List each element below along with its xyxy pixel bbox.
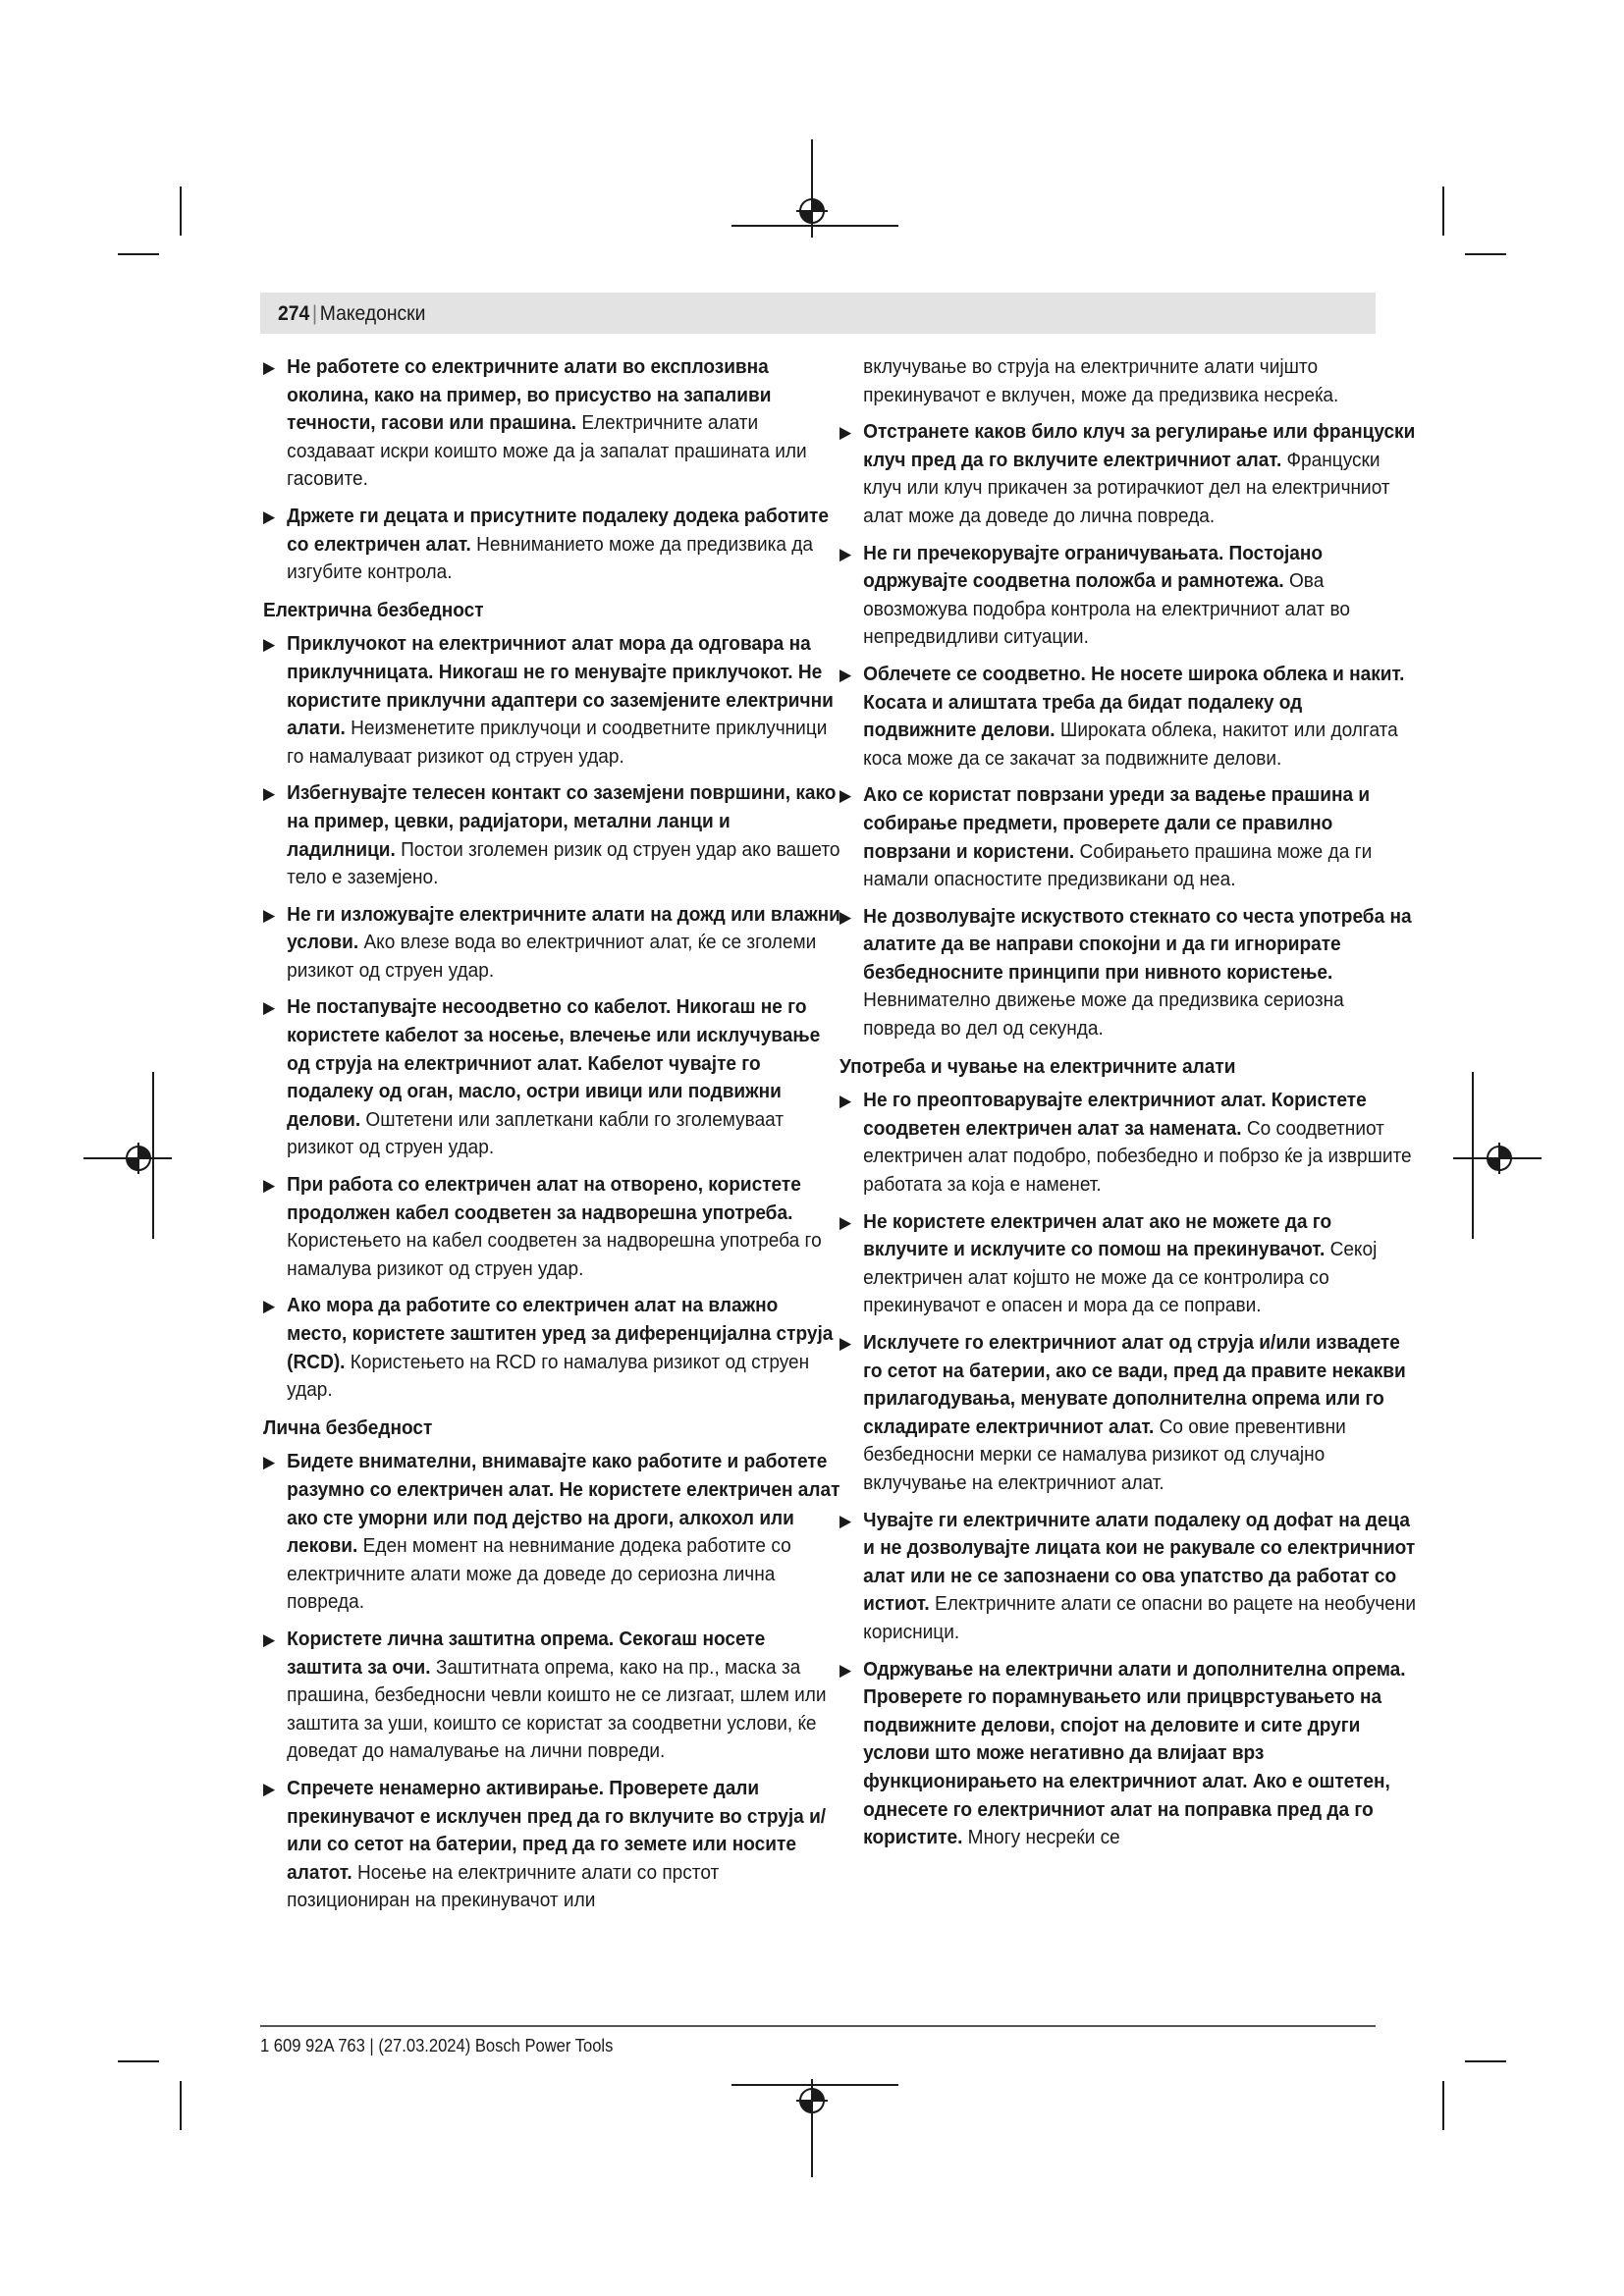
safety-instruction-item xyxy=(839,1087,1419,1199)
safety-instruction-item xyxy=(263,630,842,771)
instruction-text: Многу несреќи се xyxy=(962,1826,1120,1849)
instruction-text: Електричните алати создаваат искри коишто може да ја запалат прашината или гасовите. xyxy=(287,411,807,491)
safety-instruction-item xyxy=(263,1292,842,1404)
bullet-arrow-icon: ▶ xyxy=(263,1453,276,1472)
instruction-text: Користењето на RCD го намалува ризикот од струен удар. xyxy=(287,1350,810,1402)
instruction-text: Оштетени или заплеткани кабли го зголемуваат ризикот од струен удар. xyxy=(287,1107,785,1159)
bullet-arrow-icon: ▶ xyxy=(839,665,852,684)
instruction-bold: Чувајте ги електричните алати подалеку од дофат на деца и не дозволувајте лицата кои не ракувале со електричниот алат или не се запознаени со ова упатство да работат со истиот. xyxy=(863,1508,1416,1616)
bullet-arrow-icon: ▶ xyxy=(263,1779,276,1798)
crop-mark-bottom-left-h xyxy=(118,2060,159,2062)
crop-mark-top-left-v xyxy=(180,187,182,236)
safety-instruction-item xyxy=(839,1656,1419,1852)
safety-instruction-item xyxy=(263,901,842,986)
bullet-arrow-icon: ▶ xyxy=(263,1297,276,1316)
registration-target-icon xyxy=(796,195,828,227)
instruction-text: Со овие превентивни безбедносни мерки се намалува ризикот од случајно вклучување на електричниот алат. xyxy=(863,1415,1346,1494)
bullet-arrow-icon: ▶ xyxy=(263,905,276,925)
crop-mark-top-right-v xyxy=(1442,187,1444,236)
instruction-bold: Бидете внимателни, внимавајте како работите и работете разумно со електричен алат. Не користете електричен алат ако сте уморни или под дејство на дроги, алкохол или лекови. xyxy=(287,1450,840,1558)
safety-instruction-item xyxy=(263,1775,842,1915)
instruction-bold: Приклучокот на електричниот алат мора да одговара на приклучницата. Никогаш не го менувајте приклучокот. Не користите приклучни адаптери со заземјените електрични алати. xyxy=(287,632,834,740)
instruction-text: Електричните алати се опасни во рацете на необучени корисници. xyxy=(863,1592,1417,1643)
instruction-bold: При работа со електричен алат на отворено, користете продолжен кабел соодветен за надворешна употреба. xyxy=(287,1173,801,1224)
instruction-text: Секој електричен алат којшто не може да се контролира со прекинувачот е опасен и мора да се поправи. xyxy=(863,1238,1378,1317)
instruction-text: Еден момент на невнимание додека работите со електричните алати може да доведе до сериозна лична повреда. xyxy=(287,1534,791,1614)
page-number: 274 xyxy=(278,302,310,325)
instruction-bold: Спречете ненамерно активирање. Проверете дали прекинувачот е исклучен пред да го вклучите во струја и/или со сетот на батерии, пред да го земете или носите алатот. xyxy=(287,1776,827,1884)
bullet-arrow-icon: ▶ xyxy=(263,1176,276,1196)
instruction-text: Невниманието може да предизвика да изгубите контрола. xyxy=(287,532,814,584)
instruction-bold: Не работете со електричните алати во експлозивна околина, како на пример, во присуство на запаливи течности, гасови или прашина. xyxy=(287,355,772,435)
reg-line-right-v xyxy=(1472,1072,1474,1239)
bullet-arrow-icon: ▶ xyxy=(839,423,852,443)
bullet-arrow-icon: ▶ xyxy=(839,1212,852,1232)
instruction-text: Со соодветниот електричен алат подобро, побезбедно и побрзо ќе ја извршите работата за која е наменет. xyxy=(863,1116,1412,1197)
instruction-text: Широката облека, накитот или долгата коса може да се закачат за подвижните делови. xyxy=(863,719,1398,770)
crop-mark-bottom-right-v xyxy=(1442,2081,1444,2130)
instruction-bold: Ако мора да работите со електричен алат на влажно место, користете заштитен уред за диференцијална струја (RCD). xyxy=(287,1294,834,1373)
instruction-bold: Користете лична заштитна опрема. Секогаш носете заштита за очи. xyxy=(287,1627,766,1679)
bullet-arrow-icon: ▶ xyxy=(263,998,276,1018)
instruction-bold: Не ги пречекорувајте ограничувањата. Постојано одржувајте соодветна положба и рамнотежа. xyxy=(863,541,1324,593)
instruction-text: Носење на електричните алати со прстот позициониран на прекинувачот или xyxy=(287,1860,720,1912)
safety-instruction-item xyxy=(263,503,842,587)
instruction-bold: Избегнувајте телесен контакт со заземјени површини, како на пример, цевки, радијатори, метални ланци и ладилници. xyxy=(287,781,837,861)
safety-instruction-item xyxy=(263,1171,842,1283)
safety-instruction-item xyxy=(839,1507,1419,1647)
instruction-text: Ова овозможува подобра контрола на електричниот алат во непредвидливи ситуации. xyxy=(863,569,1350,649)
safety-instruction-item xyxy=(263,1626,842,1766)
instruction-text: Собирањето прашина може да ги намали опасностите предизвикани од неа. xyxy=(863,839,1373,891)
instruction-bold: Исклучете го електричниот алат од струја и/или извадете го сетот на батерии, ако се вади, пред да правите некакви прилагодувања, менувате дополнителна опрема или го складирате електричниот алат. xyxy=(863,1331,1406,1438)
safety-instruction-item xyxy=(839,1329,1419,1498)
instruction-text: Француски клуч или клуч прикачен за ротирачкиот дел на електричниот алат може да доведе до лична повреда. xyxy=(863,448,1390,527)
bullet-arrow-icon: ▶ xyxy=(839,1092,852,1111)
page-header xyxy=(278,300,425,328)
bullet-arrow-icon: ▶ xyxy=(839,786,852,806)
bullet-arrow-icon: ▶ xyxy=(839,1660,852,1680)
safety-instruction-item xyxy=(839,661,1419,773)
instruction-bold: Не ги изложувајте електричните алати на дожд или влажни услови. xyxy=(287,902,840,954)
right-column xyxy=(839,353,1419,1861)
footer-text: 1 609 92A 763 | (27.03.2024) Bosch Power Tools xyxy=(260,2036,614,2056)
bullet-arrow-icon: ▶ xyxy=(839,1511,852,1530)
footer-rule xyxy=(260,2025,1376,2027)
bullet-arrow-icon: ▶ xyxy=(839,1334,852,1353)
crop-mark-bottom-left-v xyxy=(180,2081,182,2130)
instruction-bold: Не користете електричен алат ако не можете да го вклучите и исклучите со помош на прекинувачот. xyxy=(863,1209,1332,1261)
header-separator: | xyxy=(312,302,318,325)
instruction-bold: Одржување на електрични алати и дополнителна опрема. Проверете го порамнувањето или прицврстувањето на подвижните делови, спојот на деловите и сите други услови што може негативно да влијаат врз функционирањето на електричниот алат. Ако е оштетен, однесете го електричниот алат на поправка пред да го користите. xyxy=(863,1657,1406,1849)
instruction-bold: Не го преоптоварувајте електричниот алат. Користете соодветен електричен алат за намената. xyxy=(863,1089,1367,1140)
bullet-arrow-icon: ▶ xyxy=(263,507,276,526)
instruction-bold: Не дозволувајте искуството стекнато со честа употреба на алатите да ве направи спокојни и да ги игнорирате безбедносните принципи при нивното користење. xyxy=(863,904,1412,984)
instruction-text: Користењето на кабел соодветен за надворешна употреба го намалува ризикот од струен удар. xyxy=(287,1229,822,1280)
safety-instruction-item xyxy=(839,781,1419,893)
safety-instruction-item xyxy=(263,779,842,891)
section-heading: Употреба и чување на електричните алати xyxy=(839,1054,1236,1078)
safety-instruction-item xyxy=(263,993,842,1162)
continued-paragraph: вклучување во струја на електричните алати чијшто прекинувачот е вклучен, може да предизвика несреќа. xyxy=(863,355,1339,406)
bullet-arrow-icon: ▶ xyxy=(263,635,276,655)
crop-mark-top-right-h xyxy=(1465,253,1506,255)
crop-mark-bottom-right-h xyxy=(1465,2060,1506,2062)
page-header-bar xyxy=(260,293,1376,334)
registration-target-icon xyxy=(123,1143,154,1174)
registration-target-icon xyxy=(1484,1143,1515,1174)
safety-instruction-item xyxy=(839,540,1419,652)
instruction-bold: Облечете се соодветно. Не носете широка облека и накит. Косата и алиштата треба да бидат подалеку од подвижните делови. xyxy=(863,662,1405,742)
safety-instruction-item xyxy=(263,353,842,494)
safety-instruction-item xyxy=(839,903,1419,1043)
instruction-text: Ако влезе вода во електричниот алат, ќе се зголеми ризикот од струен удар. xyxy=(287,931,817,982)
instruction-bold: Држете ги децата и присутните подалеку додека работите со електричен алат. xyxy=(287,504,829,556)
safety-instruction-item xyxy=(839,418,1419,530)
instruction-text: Невнимателно движење може да предизвика сериозна повреда во дел од секунда. xyxy=(863,988,1344,1041)
instruction-text: Неизменетите приклучоци и соодветните приклучници го намалуваат ризикот од струен удар. xyxy=(287,717,828,768)
header-language: Македонски xyxy=(319,302,426,325)
bullet-arrow-icon: ▶ xyxy=(263,358,276,377)
bullet-arrow-icon: ▶ xyxy=(839,544,852,563)
section-heading: Електрична безбедност xyxy=(263,598,484,621)
bullet-arrow-icon: ▶ xyxy=(263,784,276,804)
registration-target-icon xyxy=(796,2085,828,2116)
safety-instruction-item xyxy=(839,1208,1419,1320)
left-column xyxy=(263,353,842,1924)
instruction-text: Постои зголемен ризик од струен удар ако вашето тело е заземјено. xyxy=(287,837,840,889)
section-heading: Лична безбедност xyxy=(263,1415,433,1439)
crop-mark-top-left-h xyxy=(118,253,159,255)
instruction-bold: Ако се користат поврзани уреди за вадење прашина и собирање предмети, проверете дали се правилно поврзани и користени. xyxy=(863,783,1371,863)
safety-instruction-item xyxy=(263,1448,842,1617)
instruction-text: Заштитната опрема, како на пр., маска за прашина, безбедносни чевли коишто не се лизгаат, шлем или заштита за уши, коишто се користат за соодветни услови, ќе доведат до намалување на лични повреди. xyxy=(287,1655,827,1763)
instruction-bold: Не постапувајте несоодветно со кабелот. Никогаш не го користете кабелот за носење, влечење или исклучување од струја на електричниот алат. Кабелот чувајте го подалеку од оган, масло, остри ивици или подвижни делови. xyxy=(287,995,821,1131)
bullet-arrow-icon: ▶ xyxy=(839,907,852,927)
instruction-bold: Отстранете каков било клуч за регулирање или француски клуч пред да го вклучите електричниот алат. xyxy=(863,420,1416,471)
bullet-arrow-icon: ▶ xyxy=(263,1629,276,1649)
